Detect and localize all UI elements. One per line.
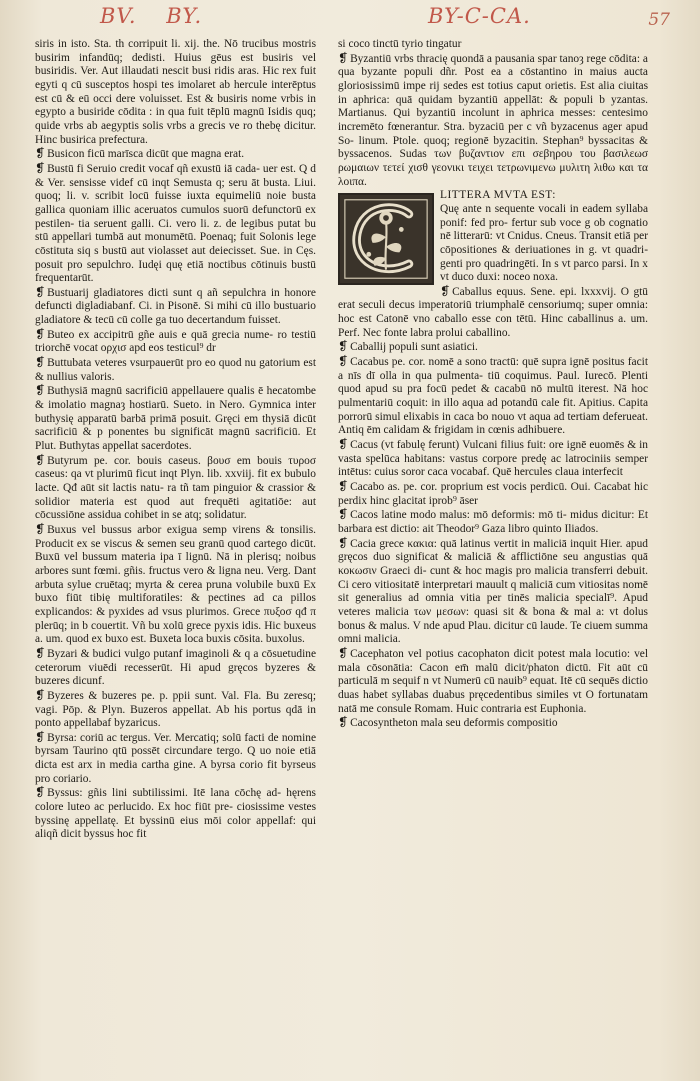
entry-paragraph: ❡ Buttubata veteres vsurpauerūt pro eo quod nu gatorium est & nullius valoris. — [35, 356, 316, 384]
entry-paragraph: ❡ Cacia grece κακια: quā latinus vertit in maliciā inquit Hier. apud gręcos duo significat & maliciā & afflictiōne seu angustias quā κοκωσιν Graeci di- cunt & hoc magis pro malicia transferri debuit. Ci cero vitiositatē interpretari mauult q maliciā cum vitiositas nomē sit generalius ad omnia vitia per tinēs malicia specialī⁹. Apud veteres malicia των μεσων: quasi sit & bona & mal a: vt dolus bonus & malus. V nde apud Plau. dicitur cū laude. Te ciuem summa omni malicia. — [338, 537, 648, 647]
running-head-left: BV. BY. — [100, 4, 203, 28]
entry-paragraph: ❡ Buxus vel bussus arbor exigua semp virens & tonsilis. Producit ex se viscus & semen seu granū quod cartego dicūt. Buxū vel bussum materia ipa ī lignū. Nā in plerisq; noibus arbores sunt fœmi. gñis. fructus vero & ligna neu. Verg. Dant arbuta sylue cruētaq; myrta & cerea pruna volubile buxū Ex buxo fiūt tibię multiforatiles: & pectines ad ca pillos explicandos: & pyxides ad vsus plurimos. Grece πυξοσ qđ π plerūq; in b couertit. Vñ bu xolū grece pyxis idis. Hic buxeus a. um. quod ex buxo est. Buxeta loca buxis cōsita. buxolus. — [35, 523, 316, 647]
section-heading: LITTERA MVTA EST: — [440, 189, 556, 202]
entry-paragraph: ❡ Cacabus pe. cor. nomē a sono tractū: quē supra ignē positus facit a nīs dī olla in qua pulmenta- tiū coquimus. Paul. Iurecō. Plenti quod apud su pra focū pedet & cacabū nō multū iterest. Nā hoc pulmentariū coquit: in illo aqua ad potandū cale fit. Apitius. Capita porrorū simul elixabis in caca bo nouo vt aqua ad tertiam deferueat. Antiq ēm calidam & frigidam in cœnis adhibuere. — [338, 355, 648, 438]
entry-paragraph: siris in isto. Sta. th corripuit li. xij. the. Nō trucibus mostris busirim infandūq; dedisti. Huius gēus est busiris vel busiridis. Ver. Aut illaudati nescit busi ridis aras. Hic rex fuit egyti q cū susceptos hospi tes imolaret ab hercule interēptus est cū & eū occi dere voluisset. Est & busiris nome vrbis in egypto a busiride cōdita : in qua fuit tēplū magnū Isidis quq; quide vrbs ab aegyptis solis vrbs a grecis ve ro thebę dicitur. Hinc busirica prefectura. — [35, 38, 316, 146]
decorated-initial-c — [338, 193, 434, 285]
entry-paragraph: ❡ Cacephaton vel potius cacophaton dicit potest mala locutio: vel mala cōsonātia: Cacon em̄ malū dicit/phaton dictū. Fit aūt cū particulā m sequif n vt Numerū cū nauib⁹ equat. Itē cū sequēs dictio duas habet syllabas duabus pręcedentibus similes vt O fortunatam natā me consule Romam. Huic contraria est Euphonia. — [338, 647, 648, 716]
entry-paragraph: ❡ Caballij populi sunt asiatici. — [338, 340, 648, 355]
entry-paragraph: ❡ Byzari & budici vulgo putanf imaginoli & q a cōsuetudine ceterorum viuēdi recesserūt. Hi apud gręcos byzeres & buzeres dicunf. — [35, 647, 316, 689]
floral-initial-icon — [340, 195, 432, 283]
entry-paragraph: ❡ Caballus equus. Sene. epi. lxxxvij. O gtū erat seculi decus imperatoriū triumphalē censoriumq; super omnia: hoc est Catonē vno caballo esse con tētū. Hinc caballinus a. um. Perf. Nec fonte labra prolui caballino. — [338, 285, 648, 341]
entry-paragraph: ❡ Byrsa: coriū ac tergus. Ver. Mercatiq; solū facti de nomine byrsam Taurino qtū possēt circundare tergo. Q uo noie etiā dicta est arx in media cartha gine. A byrsa corio fit byrseus pro coriario. — [35, 731, 316, 787]
entry-paragraph: ❡ Byzantiū vrbs thracię quondā a pausania spar tanoȝ rege cōdita: a qua byzante populi dñr. Post ea a cōstantino in maius aucta gloriosissimū impe rij sedes est totius caput orietis. Est alia ciuitas in aphrica: quā quidam byzantiū appellāt: & populi b yzantas. Martianus. Qui byzantiū incolunt in aphrica messes: centesimo incremēto fœnerantur. Stra. byzaciū per c vñ byzacenus ager apud So- linum. Ptole. quoq; regionē byzacitin. Stephan⁹ byssacitas & byssacenos. Sudas των βυζαντιον επι σεβηρου του βασιλεωσ ρωμαιων τετεί χισθ γεονικι τειχει τετρωνιμενω μυλιτη λιθω και τα λοιπα. — [338, 52, 648, 190]
folio-number: 57 — [648, 10, 670, 30]
entry-paragraph: ❡ Cacus (vt fabulę ferunt) Vulcani filius fuit: ore ignē euomēs & in vasta spelūca habitans: vastus corpore predę ac latrociniis semper intētus: cuius soror caca vocabaf. Quē hercules claua interfecit — [338, 438, 648, 480]
entry-paragraph: ❡ Butyrum pe. cor. bouis caseus. βουσ em bouis τυροσ caseus: qa vt plurimū ficut inqt Plyn. lib. xxviij. fit ex bubulo lacte. Qđ aūt sit lactis natu- ra tñ tam pinguior & crassior & solidior materia est quod aut frequēti agitatiōe: aut cōcussiōne assidua cohibet in se atq; solidatur. — [35, 454, 316, 523]
right-column — [338, 38, 648, 973]
section-lead-text: Quę ante n sequente vocali in eadem syllaba ponif: fed pro- fertur sub voce g ob cognatio nē litterarū: vt Cnidus. Cneus. Transit etiā per cōpositiones & deriuationes in g. vt quadri- genti pro quadringēti. In s vt parco parsi. In x vt duco duxi: noceo noxa. — [440, 202, 648, 284]
entry-paragraph: ❡ Byzeres & buzeres pe. p. ppii sunt. Val. Fla. Bu zeresq; vagi. Pōp. & Plyn. Buzeros appellat. Ab his portus qdā in ponto appellabaf byzaricus. — [35, 689, 316, 731]
entry-paragraph: ❡ Cacosyntheton mala seu deformis compositio — [338, 716, 648, 731]
entry-paragraph: ❡ Busicon ficū marīsca dicūt que magna erat. — [35, 147, 316, 162]
entry-paragraph: ❡ Buthysiā magnū sacrificiū appellauere qualis ē hecatombe & imolatio magnaȝ hostiarū. Sueto. in Nero. Gymnica inter buthysię apparatū barbā primā posuit. Gręci em thysiā dicūt sacrificiū & p ponentes bu significāt magnū sacrificiū. Et Plut. Buthytas appellat sacerdotes. — [35, 384, 316, 453]
entry-paragraph: ❡ Cacabo as. pe. cor. proprium est vocis perdicū. Oui. Cacabat hic perdix hinc glacitat iprob⁹ āser — [338, 480, 648, 508]
left-column — [35, 38, 316, 973]
entry-paragraph: ❡ Bustuarij gladiatores dicti sunt q añ sepulchra in honore defuncti digladiabanf. Ci. in Pisonē. Si mihi cū illo bustuario gladiatore & tecū cū colle ga tuo decertandum fuisset. — [35, 286, 316, 328]
entry-paragraph: ❡ Cacos latine modo malus: mō deformis: mō ti- midus dicitur: Et barbara est dictio: ait Theodor⁹ Gaza libro quinto Iliados. — [338, 508, 648, 536]
entry-paragraph: ❡ Bustū fi Seruio credit vocaf qñ exustū iā cada- uer est. Q d & Ver. sensisse videf cū inqt Semusta q; seru āt busta. Liui. quoq; li. v. scribit locū fuisse iuxta equimeliū noie busta gallica quoniam illic aceruatos cumulos suorū defunctorū ex pestilen- tia seruent galli. Ci. vero li. z. de legibus putat bu stū appellari tumbā aut monumētū. Poenaq; fuit Solonis lege cōstituta siq s bustū aut violasset aut deiecisset. Sue. in Cęs. posuit pro sepulchro. Iudęi quę etiā noctibus cōtinuis bustū frequentarūt. — [35, 162, 316, 286]
entry-paragraph: si coco tinctū tyrio tingatur — [338, 38, 462, 50]
running-head-right: BY-C-CA. — [428, 4, 531, 28]
entry-paragraph: ❡ Byssus: gñis lini subtilissimi. Itē lana cōchę ad- hęrens colore luteo ac perlucido. Ex hoc fiūt pre- ciosissime vestes byssinę appellatę. Et byssinū eius mōi color appellaf: qui aliqñ dicit byssus hoc fit — [35, 786, 316, 842]
entry-paragraph: ❡ Buteo ex accipitrū gñe auis e quā grecia nume- ro testiū triorchē vocat ορχισ apd eos testicul⁹ dr — [35, 328, 316, 356]
